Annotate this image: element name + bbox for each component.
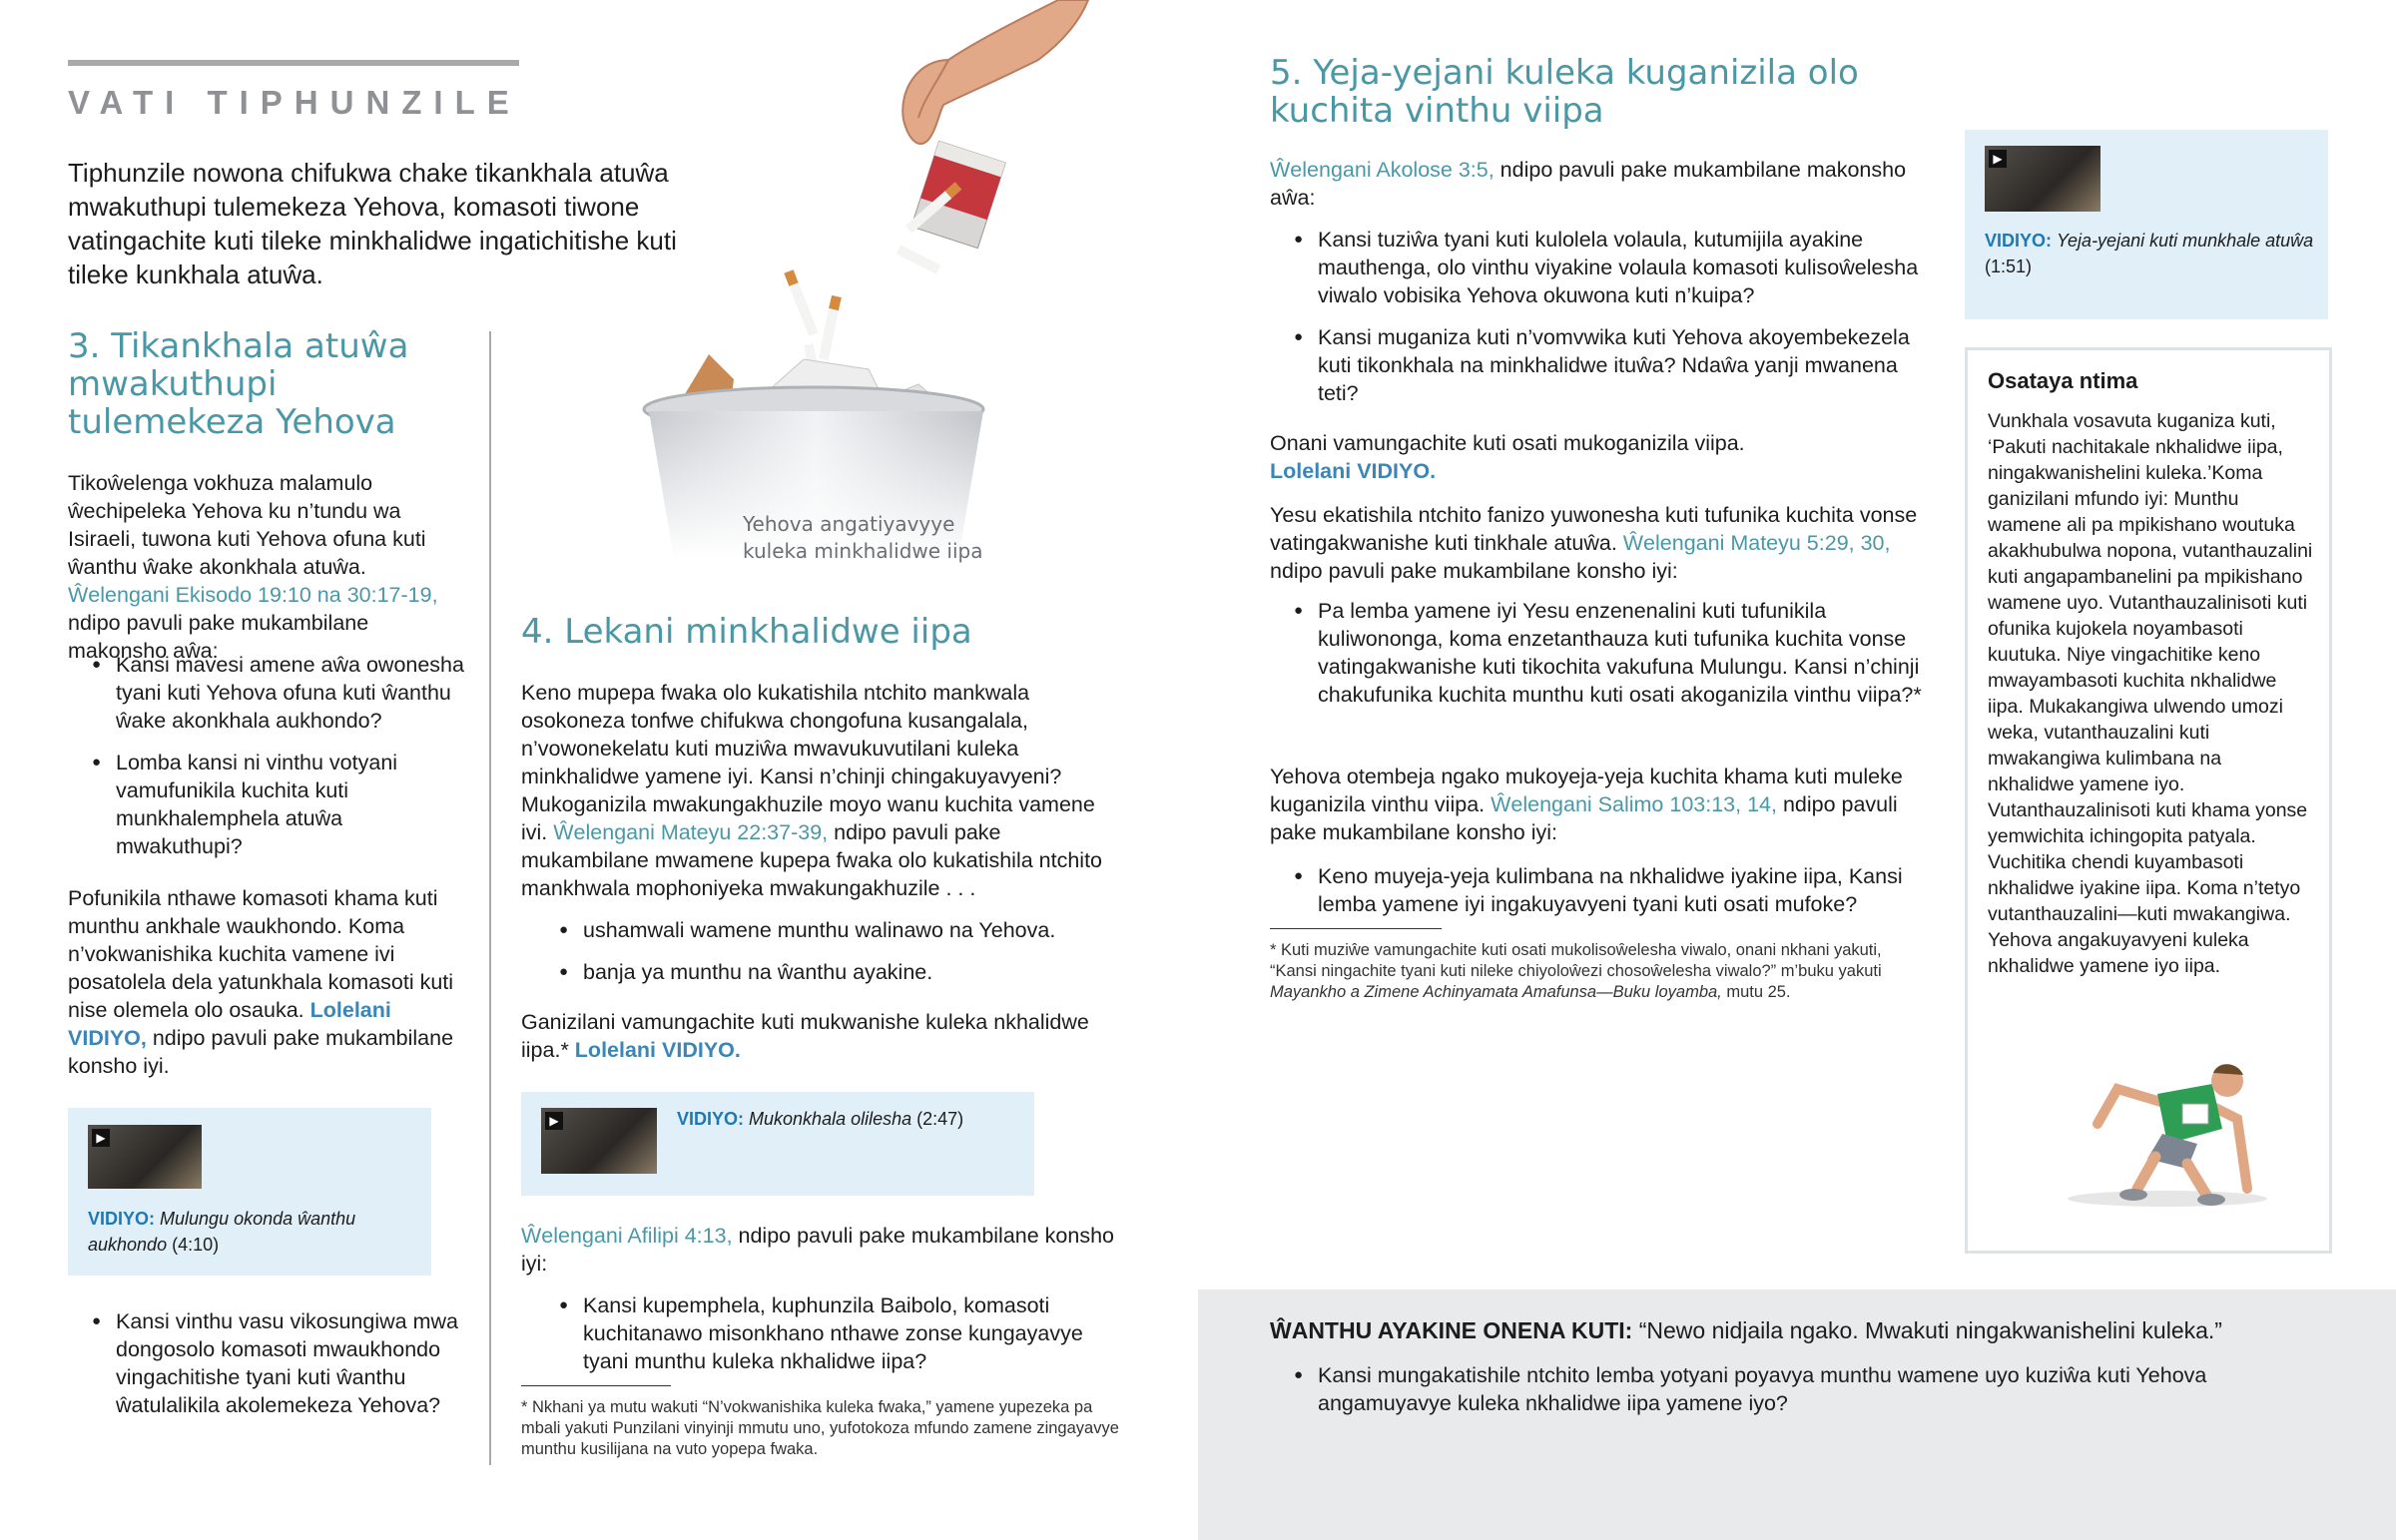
list-item: ● ushamwali wamene munthu walinawo na Yehova. [535, 916, 1114, 944]
section-4-heading: 4. Lekani minkhalidwe iipa [521, 612, 972, 652]
play-icon[interactable]: ▶ [545, 1112, 563, 1130]
video-title: Yeja-yejani kuti munkhale atuŵa [2057, 231, 2314, 251]
section-header: VATI TIPHUNZILE [68, 84, 521, 121]
list-item: ● Keno muyeja-yeja kulimbana na nkhalidwe iyakine iipa, Kansi lemba yamene iyi ingakuyavyeni tyani kuti osati mufoke? [1270, 862, 1929, 918]
section-3-heading: 3. Tikankhala atuŵa mwakuthupi tulemekeza Yehova [68, 326, 409, 442]
image-caption: Yehova angatiyavyye kuleka minkhalidwe iipa [743, 512, 983, 563]
s4-p2-text: Ganizilani vamungachite kuti mukwanishe kuleka nkhalidwe iipa.* [521, 1010, 1089, 1062]
s5-paragraph-2 [1270, 429, 1929, 485]
column-divider [489, 331, 491, 1465]
list-item: ● Kansi kupemphela, kuphunzila Baibolo, komasoti kuchitanawo misonkhano nthawe zonse kungayavye tyani munthu kuleka nkhalidwe iipa? [535, 1291, 1124, 1375]
list-item: ● Kansi vinthu vasu vikosungiwa mwa dongosolo komasoti mwaukhondo vingachitishe tyani kuti ŵanthu ŵatulalikila akolemekeza Yehova? [68, 1307, 467, 1419]
video-label [677, 1106, 1016, 1132]
s5-scripture-link-2[interactable]: Ŵelengani Mateyu 5:29, 30, [1622, 531, 1891, 555]
others-say-panel [1198, 1289, 2396, 1540]
s5-paragraph-1 [1270, 156, 1929, 212]
header-rule [68, 60, 519, 66]
video-prefix: VIDIYO: [1985, 231, 2053, 251]
runner-illustration [2048, 1049, 2287, 1209]
footnote-rule [521, 1385, 671, 1386]
s4-question-list [535, 916, 1114, 1000]
s4-scripture-link[interactable]: Ŵelengani Mateyu 22:37-39, [553, 820, 829, 844]
s3-scripture-link[interactable]: Ŵelengani Ekisodo 19:10 na 30:17-19, [68, 583, 438, 607]
video-box-s4[interactable] [521, 1092, 1034, 1196]
s5-p3-text: Yesu ekatishila ntchito fanizo yuwonesha kuti tufunika kuchita vonse vatingakwanishe kuti tinkhale atuŵa. [1270, 503, 1918, 555]
list-item: ● Kansi tuziŵa tyani kuti kulolela volaula, kutumijila ayakine mauthenga, olo vinthu viyakine volaula komasoti kulisoŵelesha viwalo vobisika Yehova okuwona kuti n’kuipa? [1270, 226, 1929, 309]
video-duration: (2:47) [916, 1109, 964, 1129]
s5-footnote-text-2: mutu 25. [1721, 983, 1791, 1001]
watch-video-link[interactable]: Lolelani VIDIYO, [68, 998, 391, 1050]
video-thumbnail[interactable] [88, 1125, 202, 1189]
footnote-rule [1270, 928, 1442, 929]
s3-question-list [68, 651, 467, 874]
watch-video-link[interactable]: Lolelani VIDIYO. [1270, 459, 1437, 483]
s4-paragraph-3 [521, 1222, 1124, 1278]
video-thumbnail[interactable] [1985, 146, 2100, 212]
s4-p1-text: Keno mupepa fwaka olo kukatishila ntchito mankwala osokoneza tonfwe chifukwa chongofuna kusangalala, n’vowonekelatu kuti muziŵa mwavukuvutilani kuleka minkhalidwe yamene iyi. Kansi n’chinji chingakuyavyeni? Mukoganizila mwakungakhuzile moyo wanu kuchita vamene ivi. [521, 681, 1095, 844]
s4-p1-text-2: ndipo pavuli pake mukambilane mwamene kupepa fwaka olo kukatishila ntchito mankhwala mophoniyeka mwakungakhuzile . . . [521, 820, 1103, 900]
play-icon[interactable]: ▶ [1989, 150, 2007, 168]
section-5-heading: 5. Yeja-yejani kuleka kuganizila olo kuchita vinthu viipa [1270, 53, 1859, 131]
s5-p3-text-2: ndipo pavuli pake mukambilane konsho iyi: [1270, 559, 1678, 583]
s5-question-list [1270, 226, 1929, 421]
others-say-quote: “Newo nidjaila ngako. Mwakuti ningakwanishelini kuleka.” [1638, 1317, 2222, 1343]
s4-question-list-2 [535, 1291, 1124, 1389]
others-question-list [1270, 1361, 2268, 1431]
illustration-trash-bin [619, 0, 1118, 559]
play-icon[interactable]: ▶ [92, 1129, 110, 1147]
s5-p2-text: Onani vamungachite kuti osati mukoganizila viipa. [1270, 431, 1745, 455]
video-box-s5[interactable] [1965, 130, 2328, 319]
sidebar-text: Vunkhala vosavuta kuganiza kuti, ‘Pakuti nachitakale nkhalidwe iipa, ningakwanishelini kuleka.’Koma ganizilani mfundo iyi: Munthu wamene ali pa mpikishano woutuka akakhubulwa nopona, vutanthauzalini kuti angapambanelini pa mpikishano wamene uyo. Vutanthauzalinisoti kuti ofunika kujokela noyambasoti kuutuka. Niye vingachitike keno mwayambasoti kuchita nkhalidwe iipa. Mukakangiwa ulwendo umozi weka, vutanthauzalini kuti mwakangiwa kulimbana na nkhalidwe yamene iyo. Vutanthauzalinisoti kuti khama yonse yemwichita ichingopita patyala. Vuchitika chendi kuyambasoti nkhalidwe iyakine iipa. Koma n’tetyo vutanthauzalini—kuti mwakangiwa. Yehova angakuyavyeni kuleka nkhalidwe yamene iyo iipa. [1988, 410, 2313, 977]
list-item: ● Kansi muganiza kuti n’vomvwika kuti Yehova akoyembekezela kuti tikonkhala na minkhalidwe ituŵa? Ndaŵa yanji mwanena teti? [1270, 323, 1929, 407]
s3-p1-text-2: ndipo pavuli pake mukambilane makonsho aŵa: [68, 611, 369, 663]
video-duration: (1:51) [1985, 257, 2033, 276]
s3-p2-text: Pofunikila nthawe komasoti khama kuti munthu ankhale waukhondo. Koma n’vokwanishika kuchita vamene ivi posatolela dela yatunkhala komasoti kuti nise olemela olo osauka. [68, 886, 454, 1022]
list-item: ● Lomba kansi ni vinthu votyani vamufunikila kuchita kuti munkhalemphela atuŵa mwakuthupi? [68, 749, 467, 860]
s4-footnote: * Nkhani ya mutu wakuti “N’vokwanishika kuleka fwaka,” yamene yupezeka pa mbali yakuti Punzilani vinyinji mmutu uno, yufotokoza mfundo zamene zingayavye munthu kusilijana na vuto yopepa fwaka. [521, 1398, 1119, 1458]
sidebar-title: Osataya ntima [1988, 368, 2138, 393]
s5-footnote [1270, 940, 1929, 1003]
s4-scripture-link-2[interactable]: Ŵelengani Afilipi 4:13, [521, 1224, 733, 1248]
s3-question-list-2 [68, 1307, 467, 1433]
s3-p1-text: Tikoŵelenga vokhuza malamulo ŵechipeleka Yehova ku n’tundu wa Isiraeli, tuwona kuti Yehova ofuna kuti ŵanthu ŵake akonkhala atuŵa. [68, 471, 426, 579]
s5-p1-text: ndipo pavuli pake mukambilane makonsho aŵa: [1270, 158, 1907, 210]
video-duration: (4:10) [172, 1235, 220, 1255]
watch-video-link[interactable]: Lolelani VIDIYO. [574, 1038, 741, 1062]
video-label [1985, 228, 2314, 279]
s5-paragraph-3 [1270, 501, 1929, 585]
sidebar-box [1965, 347, 2332, 1254]
s5-question-list-3 [1270, 862, 1929, 932]
s5-p4-text: Yehova otembeja ngako mukoyeja-yeja kuchita khama kuti muleke kuganizila vinthu viipa. [1270, 765, 1903, 816]
others-say-line [1270, 1315, 2368, 1345]
video-thumbnail[interactable] [541, 1108, 657, 1174]
video-label [88, 1206, 407, 1258]
s3-paragraph-2 [68, 884, 467, 1080]
hand-cigarettes-bin-illustration [619, 0, 1118, 559]
video-prefix: VIDIYO: [88, 1209, 156, 1229]
s5-scripture-link[interactable]: Ŵelengani Akolose 3:5, [1270, 158, 1495, 182]
s5-footnote-text: * Kuti muziŵe vamungachite kuti osati mukolisoŵelesha viwalo, onani nkhani yakuti, “Kansi ningachite tyani kuti nileke chiyoloŵezi chosoŵelesha viwalo?” m’buku yakuti [1270, 941, 1882, 980]
s5-question-list-2 [1270, 597, 1929, 723]
list-item: ● banja ya munthu na ŵanthu ayakine. [535, 958, 1114, 986]
s5-footnote-book: Mayankho a Zimene Achinyamata Amafunsa—Buku loyamba, [1270, 983, 1722, 1001]
video-prefix: VIDIYO: [677, 1109, 745, 1129]
s4-paragraph-1 [521, 679, 1124, 902]
s5-scripture-link-3[interactable]: Ŵelengani Salimo 103:13, 14, [1491, 792, 1777, 816]
s3-paragraph-1 [68, 469, 467, 665]
video-title: Mukonkhala olilesha [749, 1109, 912, 1129]
s5-p4-text-2: ndipo pavuli pake mukambilane konsho iyi: [1270, 792, 1898, 844]
list-item: ● Pa lemba yamene iyi Yesu enzenenalini kuti tufunikila kuliwononga, koma enzetanthauza kuti tufunika kuchita vonse vatingakwanishe kuti tikochita vakufuna Mulungu. Kansi n’chinji chakufunika kuchita munthu kuti osati akoganizila vinthu viipa?* [1270, 597, 1929, 709]
s4-paragraph-2 [521, 1008, 1124, 1064]
list-item: ● Kansi mavesi amene aŵa owonesha tyani kuti Yehova ofuna kuti ŵanthu ŵake akonkhala aukhondo? [68, 651, 467, 735]
s4-p3-text: ndipo pavuli pake mukambilane konsho iyi: [521, 1224, 1115, 1276]
s3-p2-text-2: ndipo pavuli pake mukambilane konsho iyi. [68, 1026, 454, 1078]
video-title: Mulungu okonda ŵanthu aukhondo [88, 1209, 356, 1255]
others-say-label: ŴANTHU AYAKINE ONENA KUTI: [1270, 1317, 1633, 1343]
intro-text: Tiphunzile nowona chifukwa chake tikankhala atuŵa mwakuthupi tulemekeza Yehova, komasoti tiwone vatingachite kuti tileke minkhalidwe ingatichitishe kuti tileke kunkhala atuŵa. [68, 158, 677, 289]
video-box-s3[interactable] [68, 1108, 431, 1276]
s5-paragraph-4 [1270, 763, 1929, 846]
list-item: ● Kansi mungakatishile ntchito lemba yotyani poyavya munthu wamene uyo kuziŵa kuti Yehova angamuyavye kuleka nkhalidwe iipa yamene iyo? [1270, 1361, 2268, 1417]
